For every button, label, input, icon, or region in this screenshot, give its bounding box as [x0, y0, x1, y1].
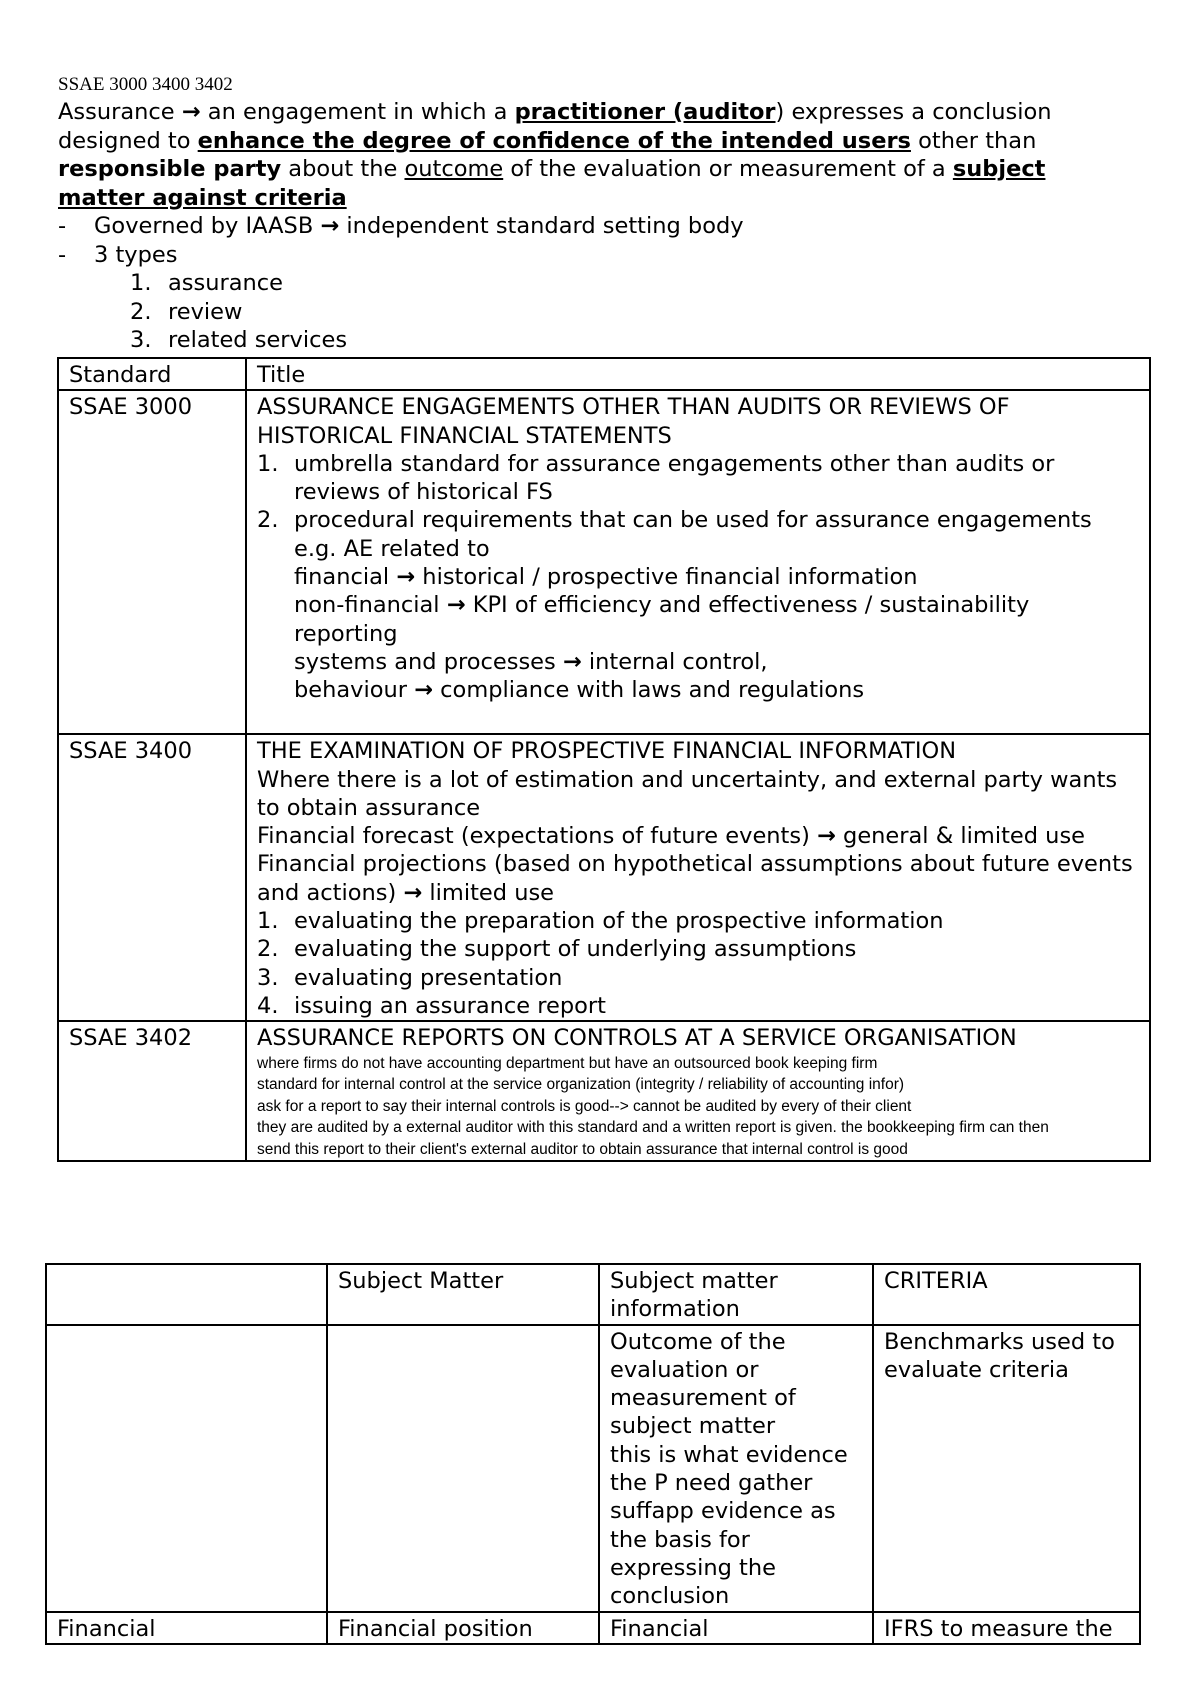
header-standard: Standard — [58, 358, 246, 390]
arrow-icon: → — [396, 564, 416, 591]
table-row — [46, 1612, 1140, 1644]
arrow-icon: → — [414, 677, 434, 704]
list-item: 2. procedural requirements that can be used for assurance engagements — [257, 507, 1092, 534]
bullet-governed: - Governed by IAASB → independent standard setting body — [58, 213, 744, 239]
list-item: 2. evaluating the support of underlying assumptions — [257, 936, 857, 963]
type-item: 3. related services — [130, 327, 348, 353]
arrow-icon: → — [446, 592, 466, 619]
header-subject-matter-information: Subject matter information — [599, 1264, 873, 1325]
criteria-description-cell: Benchmarks used to evaluate criteria — [873, 1325, 1140, 1612]
table-header-row — [46, 1264, 1140, 1325]
table-row-ssae-3000 — [58, 390, 1150, 734]
info-description-cell: Outcome of the evaluation or measurement of subject matter this is what evidence the P need gather suffapp evidence as the basis for expressing the conclusion — [599, 1325, 873, 1612]
table-row-ssae-3402 — [58, 1021, 1150, 1161]
row-label-cell: Financial — [46, 1612, 327, 1644]
subject-cell: Financial position — [327, 1612, 599, 1644]
arrow-icon: → — [817, 823, 836, 850]
type-item: 2. review — [130, 298, 243, 325]
subject-matter-table — [45, 1263, 1141, 1645]
arrow-icon: → — [403, 879, 423, 906]
arrow-icon: → — [320, 213, 340, 239]
table-row-ssae-3400 — [58, 734, 1150, 1021]
criteria-cell: IFRS to measure the — [873, 1612, 1140, 1644]
practitioner-term: practitioner (auditor — [514, 99, 776, 125]
header-criteria: CRITERIA — [873, 1264, 1140, 1325]
title-cell: ASSURANCE ENGAGEMENTS OTHER THAN AUDITS OR REVIEWS OF HISTORICAL FINANCIAL STATEMENTS 1. umbrella standard for assurance engagements other than audits or reviews of historical FS 2. procedural requirements that can be used for assurance engagements e.g. AE related to financial → historical / prospective financial information non-financial → KPI of efficiency and effectiveness / sustainability reporting systems and processes → internal control, behaviour → compliance with laws and regulations — [246, 390, 1150, 734]
responsible-party-term: responsible party — [58, 156, 282, 182]
title-cell: ASSURANCE REPORTS ON CONTROLS AT A SERVICE ORGANISATION where firms do not have accounting department but have an outsourced book keeping firm standard for internal control at the service organization (integrity / reliability of accounting infor) ask for a report to say their internal controls is good--> cannot be audited by every of their client they are audited by a external auditor with this standard and a written report is given. the bookkeeping firm can then send this report to their client's external auditor to obtain assurance that internal control is good — [246, 1021, 1150, 1161]
header-title: Title — [246, 358, 1150, 390]
type-item: 1. assurance — [130, 270, 284, 296]
enhance-confidence-phrase: enhance the degree of confidence of the intended users — [197, 127, 911, 154]
document-header: SSAE 3000 3400 3402 — [58, 74, 233, 95]
arrow-icon: → — [181, 99, 201, 125]
standard-cell: SSAE 3400 — [58, 734, 246, 1021]
assurance-definition: Assurance → an engagement in which a practitioner (auditor) expresses a conclusion designed to enhance the degree of confidence of the intended users other than responsible party about the outcome of the evaluation or measurement of a subject matter against criteria - Governed by IAASB → independent standard setting body - 3 types 1. assurance 2. review 3. related services — [58, 98, 1158, 355]
outcome-term: outcome — [404, 156, 504, 182]
list-item: 3. evaluating presentation — [257, 964, 563, 991]
document-page — [58, 72, 1158, 355]
standard-cell: SSAE 3402 — [58, 1021, 246, 1161]
standards-table — [57, 357, 1151, 1162]
header-subject-matter: Subject Matter — [327, 1264, 599, 1325]
standard-cell: SSAE 3000 — [58, 390, 246, 734]
arrow-icon: → — [562, 648, 582, 675]
table-header-row — [58, 358, 1150, 390]
table-row — [46, 1325, 1140, 1612]
bullet-types: - 3 types — [58, 241, 178, 268]
list-item: 1. umbrella standard for assurance engagements other than audits or reviews of historical FS — [257, 450, 1055, 506]
list-item: 1. evaluating the preparation of the prospective information — [257, 908, 944, 935]
list-item: 4. issuing an assurance report — [257, 992, 606, 1019]
info-cell: Financial — [599, 1612, 873, 1644]
term-assurance: Assurance — [58, 99, 175, 125]
subject-matter-criteria-phrase: matter against criteria — [58, 184, 347, 211]
title-cell: THE EXAMINATION OF PROSPECTIVE FINANCIAL INFORMATION Where there is a lot of estimation and uncertainty, and external party wants to obtain assurance Financial forecast (expectations of future events) → general & limited use Financial projections (based on hypothetical assumptions about future events and actions) → limited use 1. evaluating the preparation of the prospective information 2. evaluating the support of underlying assumptions 3. evaluating presentation 4. issuing an assurance report — [246, 734, 1150, 1021]
